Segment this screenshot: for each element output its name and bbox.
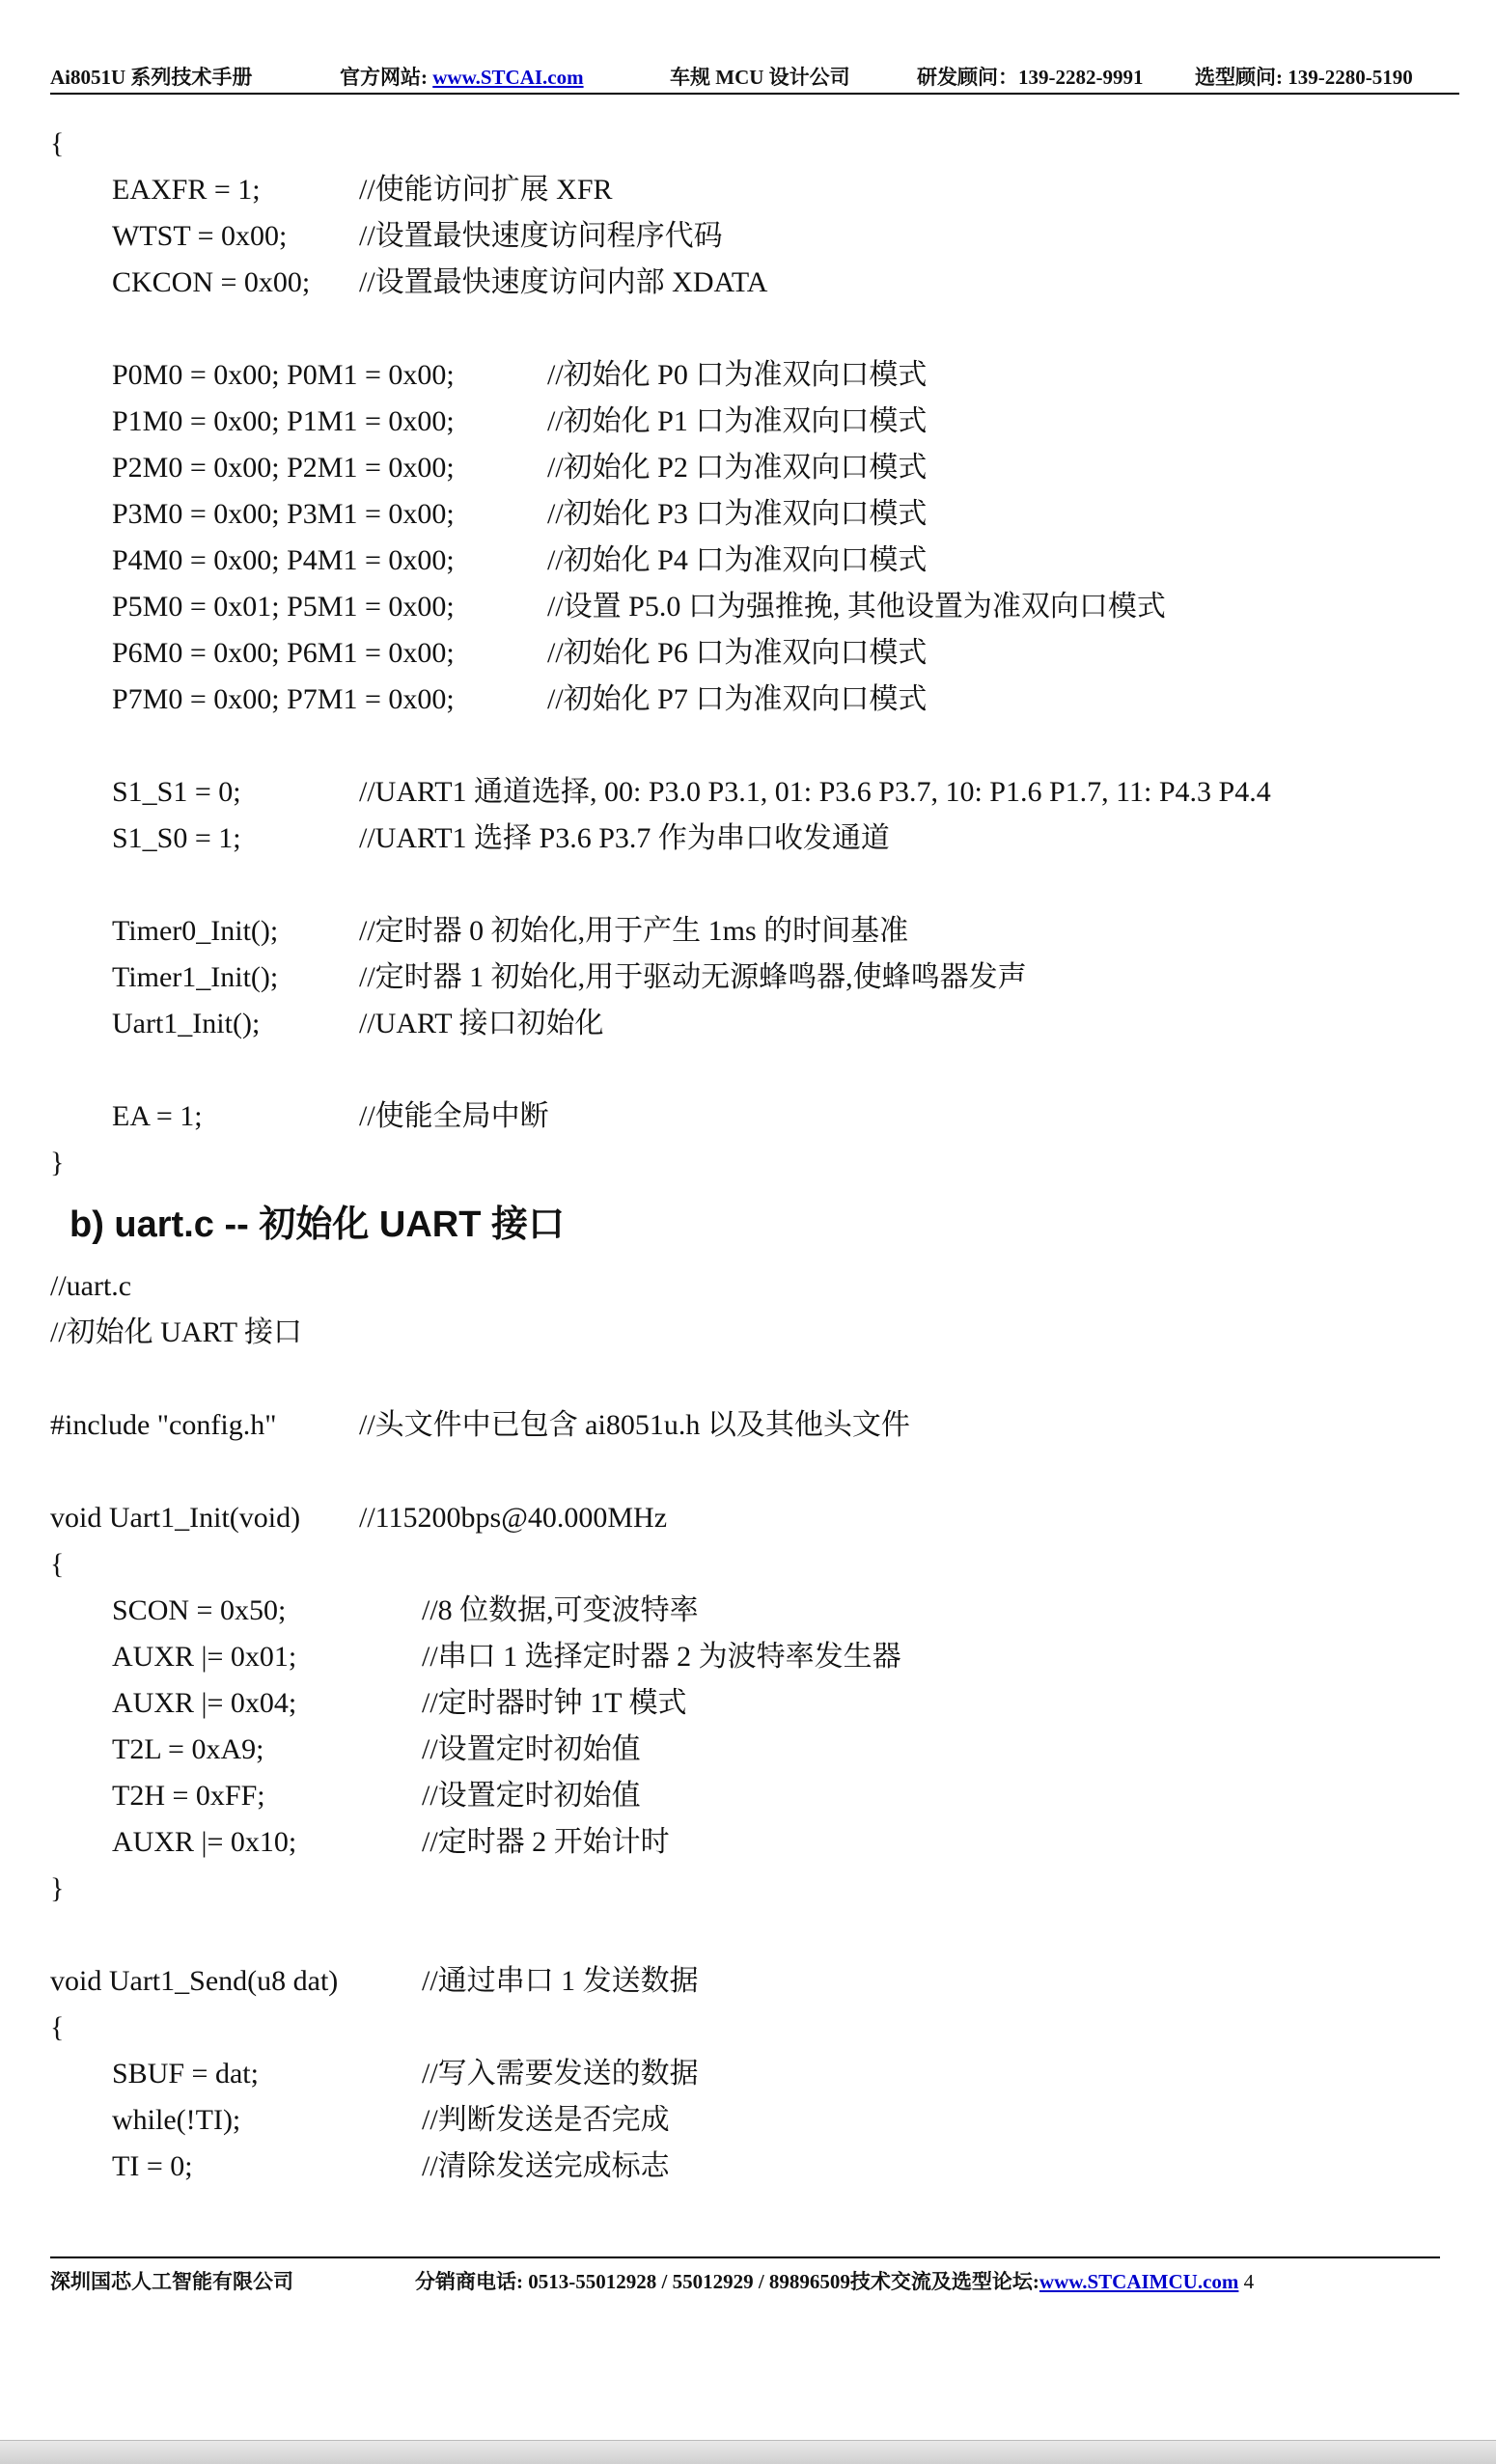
- blank-line: [50, 723, 1450, 769]
- code-text: AUXR |= 0x10;: [112, 1826, 297, 1858]
- code-comment: //通过串口 1 发送数据: [422, 1965, 699, 1997]
- code-text: {: [50, 127, 65, 159]
- code-comment: //定时器 1 初始化,用于驱动无源蜂鸣器,使蜂鸣器发声: [359, 961, 1027, 993]
- code-line: [50, 1634, 1450, 1680]
- code-comment: //UART 接口初始化: [359, 1008, 604, 1039]
- code-text: CKCON = 0x00;: [112, 266, 311, 298]
- code-text: void Uart1_Init(void): [50, 1502, 301, 1534]
- official-site: [340, 62, 584, 91]
- code-text: P6M0 = 0x00; P6M1 = 0x00;: [112, 637, 455, 669]
- sales-contact: 选型顾问: 139-2280-5190: [1195, 66, 1413, 89]
- code-comment: //头文件中已包含 ai8051u.h 以及其他头文件: [359, 1409, 910, 1441]
- code-comment: //初始化 P4 口为准双向口模式: [547, 544, 928, 576]
- code-comment: //定时器时钟 1T 模式: [422, 1687, 687, 1719]
- code-text: P0M0 = 0x00; P0M1 = 0x00;: [112, 359, 455, 391]
- code-text: P7M0 = 0x00; P7M1 = 0x00;: [112, 683, 455, 715]
- code-comment: //定时器 0 初始化,用于产生 1ms 的时间基准: [359, 915, 909, 947]
- code-line: [50, 1680, 1450, 1727]
- code-text: #include "config.h": [50, 1409, 277, 1441]
- code-comment: //8 位数据,可变波特率: [422, 1594, 699, 1626]
- code-line: [50, 1263, 1450, 1310]
- code-text: //uart.c: [50, 1270, 132, 1302]
- code-line: [50, 584, 1450, 630]
- distributor-phone: 分销商电话: 0513-55012928 / 55012929 / 89896509技术交流及选型论坛:: [415, 2270, 1039, 2293]
- code-comment: //初始化 P2 口为准双向口模式: [547, 452, 928, 484]
- code-line: [50, 491, 1450, 538]
- code-line: [50, 2051, 1450, 2097]
- code-text: S1_S0 = 1;: [112, 822, 241, 854]
- blank-line: [50, 1912, 1450, 1958]
- code-text: P3M0 = 0x00; P3M1 = 0x00;: [112, 498, 455, 530]
- blank-line: [50, 1356, 1450, 1402]
- code-line: [50, 213, 1450, 260]
- blank-line: [50, 306, 1450, 352]
- code-line: [50, 1094, 1450, 1140]
- code-text: S1_S1 = 0;: [112, 776, 241, 808]
- site-label: 官方网站:: [340, 66, 433, 89]
- code-line: [50, 908, 1450, 955]
- code-text: EA = 1;: [112, 1100, 203, 1132]
- rd-contact: 研发顾问：139-2282-9991: [917, 66, 1144, 89]
- doc-title: Ai8051U 系列技术手册: [50, 66, 253, 89]
- blank-line: [50, 1449, 1450, 1495]
- code-line: [50, 538, 1450, 584]
- code-comment: //初始化 P0 口为准双向口模式: [547, 359, 928, 391]
- document-body: [50, 121, 1450, 2190]
- footer-company: 深圳国芯人工智能有限公司: [50, 2270, 293, 2293]
- code-line: [50, 1773, 1450, 1819]
- code-comment: //设置定时初始值: [422, 1780, 641, 1812]
- code-line: [50, 1001, 1450, 1047]
- code-line: [50, 677, 1450, 723]
- code-text: SCON = 0x50;: [112, 1594, 287, 1626]
- code-text: AUXR |= 0x01;: [112, 1641, 297, 1673]
- code-comment: //初始化 P6 口为准双向口模式: [547, 637, 928, 669]
- code-line: [50, 1140, 1450, 1186]
- code-comment: //初始化 P3 口为准双向口模式: [547, 498, 928, 530]
- site-link[interactable]: www.STCAI.com: [432, 66, 584, 89]
- code-comment: //设置 P5.0 口为强推挽, 其他设置为准双向口模式: [547, 591, 1166, 623]
- code-comment: //初始化 P7 口为准双向口模式: [547, 683, 928, 715]
- code-text: AUXR |= 0x04;: [112, 1687, 297, 1719]
- code-comment: //写入需要发送的数据: [422, 2058, 699, 2090]
- code-comment: //使能访问扩展 XFR: [359, 174, 613, 206]
- code-comment: //使能全局中断: [359, 1100, 549, 1132]
- code-line: [50, 445, 1450, 491]
- code-text: Timer0_Init();: [112, 915, 279, 947]
- code-text: Timer1_Init();: [112, 961, 279, 993]
- code-text: P4M0 = 0x00; P4M1 = 0x00;: [112, 544, 455, 576]
- code-line: [50, 260, 1450, 306]
- code-text: }: [50, 1872, 65, 1904]
- code-text: {: [50, 1548, 65, 1580]
- footer-contact: [415, 2266, 1254, 2295]
- code-line: [50, 1541, 1450, 1588]
- code-line: [50, 1588, 1450, 1634]
- code-text: SBUF = dat;: [112, 2058, 259, 2090]
- code-line: [50, 1727, 1450, 1773]
- code-text: EAXFR = 1;: [112, 174, 261, 206]
- code-line: [50, 955, 1450, 1001]
- viewer-bottom-bar: [0, 2440, 1496, 2464]
- code-line: [50, 2097, 1450, 2144]
- code-line: [50, 399, 1450, 445]
- company-tagline: 车规 MCU 设计公司: [670, 66, 850, 89]
- code-line: [50, 1310, 1450, 1356]
- section-heading: b) uart.c -- 初始化 UART 接口: [69, 1204, 565, 1245]
- code-line: [50, 1958, 1450, 2005]
- code-text: }: [50, 1147, 65, 1178]
- code-text: T2L = 0xA9;: [112, 1733, 264, 1765]
- code-comment: //115200bps@40.000MHz: [359, 1502, 668, 1534]
- code-comment: //定时器 2 开始计时: [422, 1826, 670, 1858]
- blank-line: [50, 862, 1450, 908]
- code-text: Uart1_Init();: [112, 1008, 261, 1039]
- code-line: [50, 1495, 1450, 1541]
- code-line: [50, 121, 1450, 167]
- code-text: P1M0 = 0x00; P1M1 = 0x00;: [112, 405, 455, 437]
- code-text: P5M0 = 0x01; P5M1 = 0x00;: [112, 591, 455, 623]
- code-line: [50, 2144, 1450, 2190]
- code-text: {: [50, 2011, 65, 2043]
- code-line: [50, 816, 1450, 862]
- code-comment: //串口 1 选择定时器 2 为波特率发生器: [422, 1641, 901, 1673]
- code-comment: //UART1 选择 P3.6 P3.7 作为串口收发通道: [359, 822, 890, 854]
- code-text: void Uart1_Send(u8 dat): [50, 1965, 339, 1997]
- code-line: [50, 769, 1450, 816]
- blank-line: [50, 1047, 1450, 1094]
- forum-link[interactable]: www.STCAIMCU.com: [1039, 2270, 1239, 2293]
- code-line: [50, 352, 1450, 399]
- code-comment: //设置定时初始值: [422, 1733, 641, 1765]
- code-line: [50, 2005, 1450, 2051]
- code-line: [50, 1866, 1450, 1912]
- page-number: 4: [1243, 2270, 1255, 2293]
- code-line: [50, 1402, 1450, 1449]
- code-text: while(!TI);: [112, 2104, 241, 2136]
- code-comment: //初始化 P1 口为准双向口模式: [547, 405, 928, 437]
- page-header: [50, 58, 1459, 95]
- code-text: //初始化 UART 接口: [50, 1316, 302, 1348]
- code-comment: //清除发送完成标志: [422, 2150, 670, 2182]
- code-comment: //设置最快速度访问内部 XDATA: [359, 266, 768, 298]
- code-line: [50, 630, 1450, 677]
- page-footer: [50, 2256, 1440, 2297]
- code-line: [50, 167, 1450, 213]
- code-comment: //判断发送是否完成: [422, 2104, 670, 2136]
- code-text: WTST = 0x00;: [112, 220, 288, 252]
- code-text: P2M0 = 0x00; P2M1 = 0x00;: [112, 452, 455, 484]
- code-comment: //设置最快速度访问程序代码: [359, 220, 723, 252]
- code-text: T2H = 0xFF;: [112, 1780, 265, 1812]
- code-text: TI = 0;: [112, 2150, 193, 2182]
- code-comment: //UART1 通道选择, 00: P3.0 P3.1, 01: P3.6 P3.7, 10: P1.6 P1.7, 11: P4.3 P4.4: [359, 776, 1271, 808]
- code-line: [50, 1819, 1450, 1866]
